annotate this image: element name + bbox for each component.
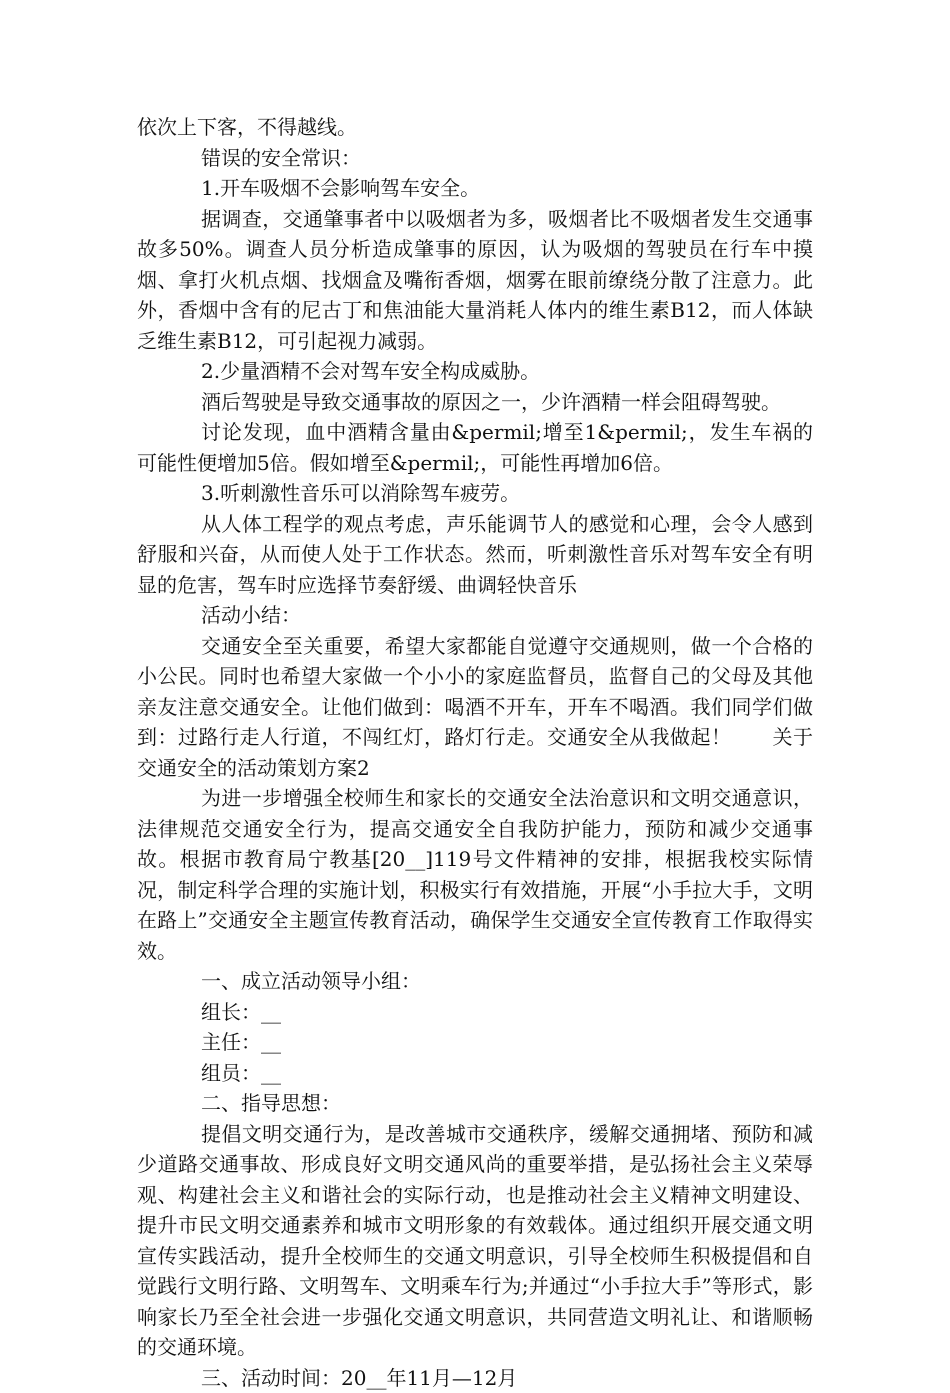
list-item-heading: 1.开车吸烟不会影响驾车安全。 — [137, 173, 813, 204]
paragraph: 讨论发现，血中酒精含量由&permil;增至1&permil;，发生车祸的可能性便增加5倍。假如增至&permil;，可能性再增加6倍。 — [137, 417, 813, 478]
paragraph: 为进一步增强全校师生和家长的交通安全法治意识和文明交通意识，法律规范交通安全行为，提高交通安全自我防护能力，预防和减少交通事故。根据市教育局宁教基[20__]119号文件精神的安排，根据我校实际情况，制定科学合理的实施计划，积极实行有效措施，开展“小手拉大手，文明在路上”交通安全主题宣传教育活动，确保学生交通安全宣传教育工作取得实效。 — [137, 783, 813, 966]
list-item: 组员：__ — [137, 1058, 813, 1089]
section-heading: 二、指导思想： — [137, 1088, 813, 1119]
section-heading: 三、活动时间：20__年11月—12月 — [137, 1363, 813, 1393]
document-body — [137, 112, 813, 1393]
section-heading: 一、成立活动领导小组： — [137, 966, 813, 997]
paragraph: 提倡文明交通行为，是改善城市交通秩序，缓解交通拥堵、预防和减少道路交通事故、形成良好文明交通风尚的重要举措，是弘扬社会主义荣辱观、构建社会主义和谐社会的实际行动，也是推动社会主义精神文明建设、提升市民文明交通素养和城市文明形象的有效载体。通过组织开展交通文明宣传实践活动，提升全校师生的交通文明意识，引导全校师生积极提倡和自觉践行文明行路、文明驾车、文明乘车行为;并通过“小手拉大手”等形式，影响家长乃至全社会进一步强化交通文明意识，共同营造文明礼让、和谐顺畅的交通环境。 — [137, 1119, 813, 1363]
paragraph: 从人体工程学的观点考虑，声乐能调节人的感觉和心理，会令人感到舒服和兴奋，从而使人处于工作状态。然而，听刺激性音乐对驾车安全有明显的危害，驾车时应选择节奏舒缓、曲调轻快音乐 — [137, 509, 813, 601]
paragraph: 依次上下客，不得越线。 — [137, 112, 813, 143]
section-heading: 错误的安全常识： — [137, 143, 813, 174]
section-heading: 活动小结： — [137, 600, 813, 631]
list-item-heading: 2.少量酒精不会对驾车安全构成威胁。 — [137, 356, 813, 387]
list-item: 组长：__ — [137, 997, 813, 1028]
paragraph: 据调查，交通肇事者中以吸烟者为多，吸烟者比不吸烟者发生交通事故多50%。调查人员分析造成肇事的原因，认为吸烟的驾驶员在行车中摸烟、拿打火机点烟、找烟盒及嘴衔香烟，烟雾在眼前缭绕分散了注意力。此外，香烟中含有的尼古丁和焦油能大量消耗人体内的维生素B12，而人体缺乏维生素B12，可引起视力减弱。 — [137, 204, 813, 357]
list-item-heading: 3.听刺激性音乐可以消除驾车疲劳。 — [137, 478, 813, 509]
paragraph: 酒后驾驶是导致交通事故的原因之一，少许酒精一样会阻碍驾驶。 — [137, 387, 813, 418]
paragraph: 交通安全至关重要，希望大家都能自觉遵守交通规则，做一个合格的小公民。同时也希望大家做一个小小的家庭监督员，监督自己的父母及其他亲友注意交通安全。让他们做到：喝酒不开车，开车不喝酒。我们同学们做到：过路行走人行道，不闯红灯，路灯行走。交通安全从我做起！ 关于交通安全的活动策划方案2 — [137, 631, 813, 784]
list-item: 主任：__ — [137, 1027, 813, 1058]
